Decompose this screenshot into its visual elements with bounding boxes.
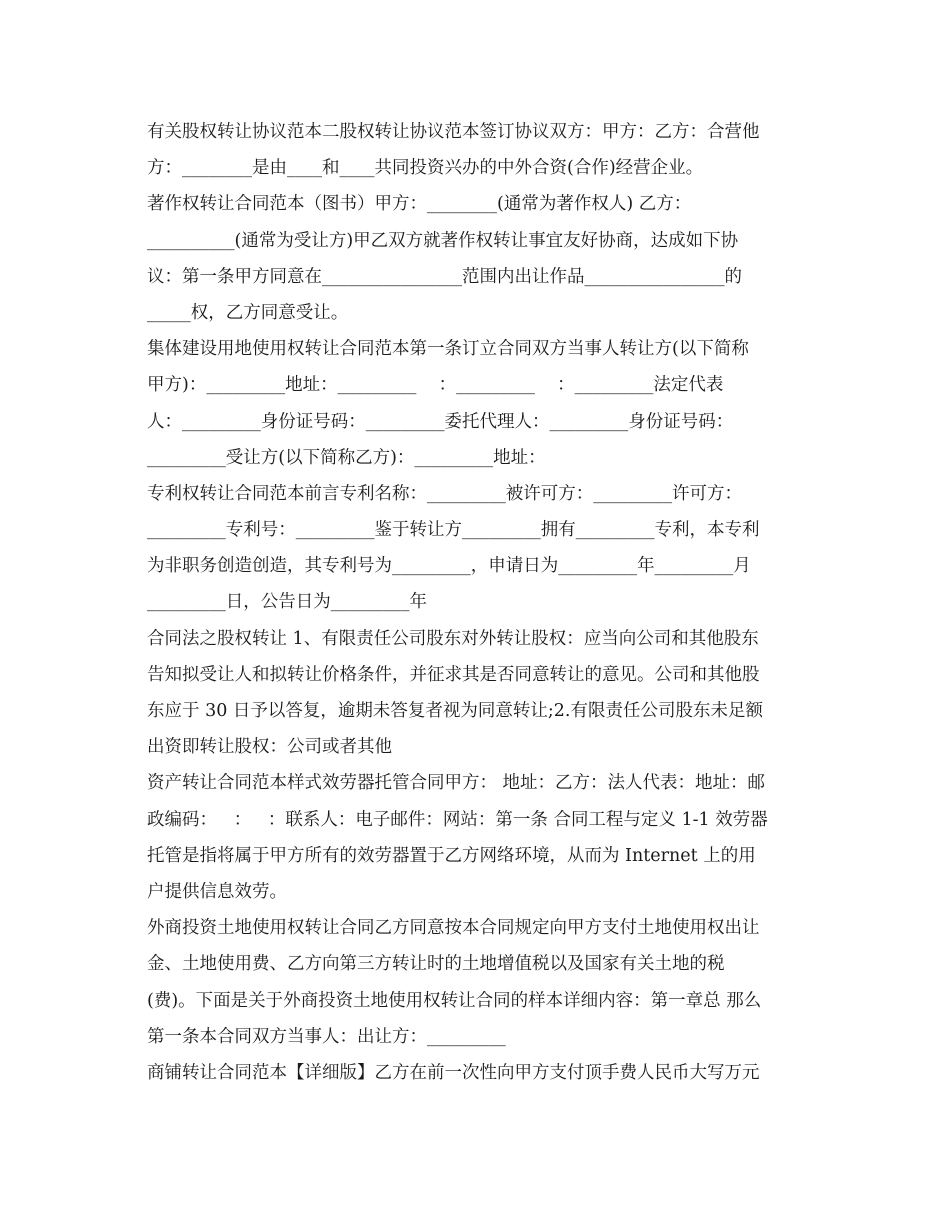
text-line: 集体建设用地使用权转让合同范本第一条订立合同双方当事人转让方(以下简称 (147, 339, 749, 360)
text-line: 告知拟受让人和拟转让价格条件，并征求其是否同意转让的意见。公司和其他股 (147, 664, 760, 685)
text-line: _____权，乙方同意受让。 (147, 302, 349, 323)
text-line: 出资即转让股权：公司或者其他 (147, 737, 392, 758)
text-line: _________专利号：_________鉴于转让方_________拥有_________专利，本专利 (147, 520, 760, 541)
text-line: 东应于 30 日予以答复，逾期未答复者视为同意转让;2.有限责任公司股东未足额 (147, 701, 763, 721)
text-line: 资产转让合同范本样式效劳器托管合同甲方： 地址：乙方：法人代表：地址：邮 (147, 773, 766, 794)
text-line: (费)。下面是关于外商投资土地使用权转让合同的样本详细内容：第一章总 那么 (147, 990, 762, 1011)
text-line: 著作权转让合同范本（图书）甲方：________(通常为著作权人) 乙方： (147, 194, 692, 215)
text-line: _________受让方(以下简称乙方)：_________地址： (147, 447, 546, 468)
text-line: __________(通常为受让方)甲乙双方就著作权转让事宜友好协商，达成如下协 (147, 230, 739, 251)
text-line: _________日，公告日为_________年 (147, 592, 427, 613)
text-line: 人：_________身份证号码：_________委托代理人：_________身份证号码： (147, 411, 734, 432)
text-line: 为非职务创造创造，其专利号为_________，申请日为_________年_________月 (147, 556, 751, 577)
text-line: 托管是指将属于甲方所有的效劳器置于乙方网络环境，从而为 Internet 上的用 (147, 845, 756, 866)
document-page (147, 114, 812, 1091)
text-line: 金、土地使用费、乙方向第三方转让时的土地增值税以及国家有关土地的税 (147, 954, 725, 975)
text-line: 外商投资土地使用权转让合同乙方同意按本合同规定向甲方支付土地使用权出让 (147, 918, 760, 939)
text-line: 有关股权转让协议范本二股权转让协议范本签订协议双方：甲方：乙方：合营他 (147, 122, 760, 142)
text-line: 政编码： ： ：联系人：电子邮件：网站：第一条 合同工程与定义 1-1 效劳器 (147, 809, 768, 830)
text-line: 商铺转让合同范本【详细版】乙方在前一次性向甲方支付顶手费人民币大写万元 (147, 1062, 760, 1083)
text-line: 议：第一条甲方同意在________________范围内出让作品________________的 (147, 266, 742, 287)
text-line: 方：________是由____和____共同投资兴办的中外合资(合作)经营企业。 (147, 158, 704, 179)
text-line: 甲方)：_________地址：_________ ：_________ ：_________法定代表 (147, 375, 724, 396)
text-line: 专利权转让合同范本前言专利名称：_________被许可方：_________许可方： (147, 483, 742, 504)
text-line: 户提供信息效劳。 (147, 881, 287, 902)
text-line: 合同法之股权转让 1、有限责任公司股东对外转让股权：应当向公司和其他股东 (147, 628, 759, 649)
text-line: 第一条本合同双方当事人：出让方：_________ (147, 1026, 506, 1047)
